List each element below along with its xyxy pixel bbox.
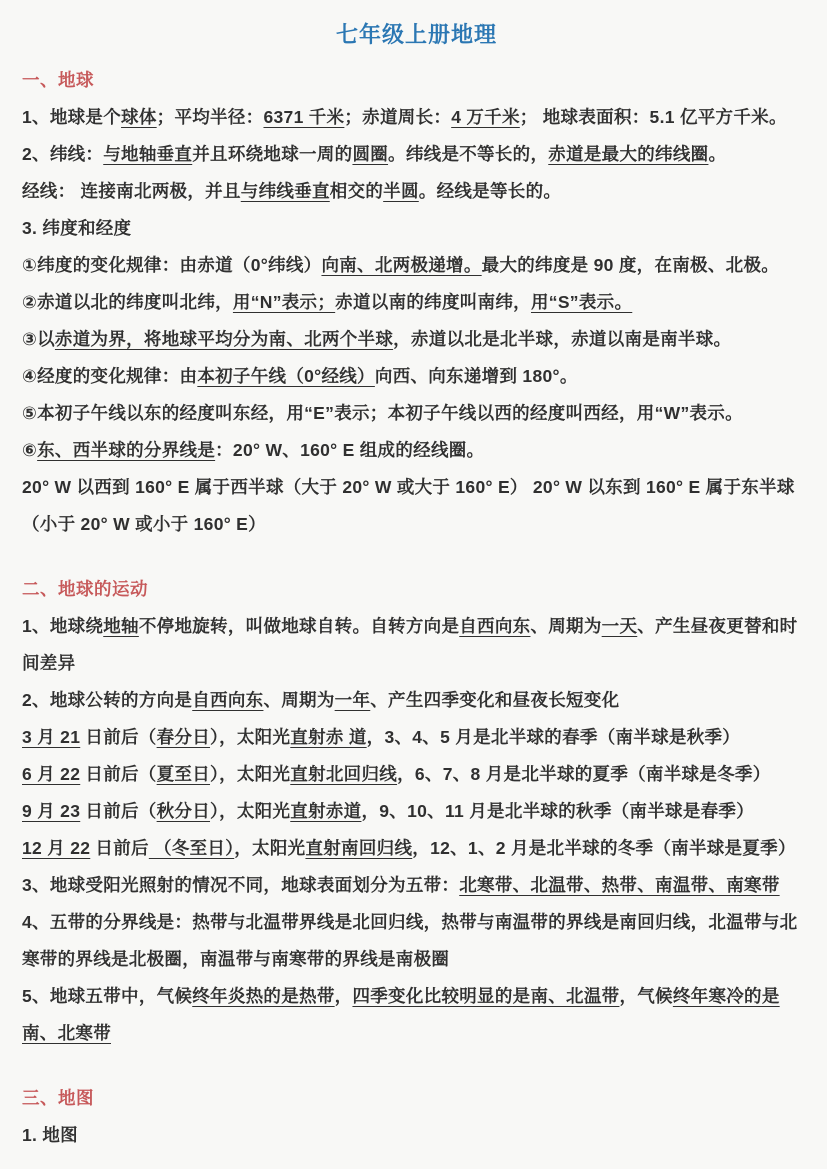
section-heading: 二、地球的运动	[22, 579, 148, 599]
paragraph-line	[22, 173, 811, 210]
paragraph-line	[22, 793, 811, 830]
text-segment: ③以	[22, 329, 55, 349]
text-segment: ，3、4、5 月是北半球的春季（南半球是秋季）	[366, 727, 741, 747]
text-segment: ；赤道周长：	[344, 107, 452, 127]
paragraph-line	[22, 247, 811, 284]
text-segment: 最大的纬度是 90 度，在南极、北极。	[481, 255, 780, 275]
text-segment: ，6、7、8 月是北半球的夏季（南半球是冬季）	[397, 764, 771, 784]
text-segment: 、周期为	[530, 616, 602, 636]
section-heading: 一、地球	[22, 70, 94, 90]
text-segment: ⑤本初子午线以东的经度叫东经，用“E”表示；本初子午线以西的经度叫西经，用“W”表示。	[22, 403, 743, 423]
section-heading: 三、地图	[22, 1088, 94, 1108]
underlined-text: 自西向东	[192, 690, 264, 710]
underlined-text: 直射赤道	[290, 801, 362, 821]
underlined-text: （冬至日）	[148, 838, 235, 858]
paragraph-line	[22, 210, 811, 247]
underlined-text: 东、西半球的分界线是	[37, 440, 216, 460]
paragraph-line	[22, 682, 811, 719]
paragraph-line	[22, 904, 811, 978]
text-segment: ），太阳光	[210, 727, 291, 747]
underlined-text: 6371 千米	[263, 107, 345, 127]
paragraph-line	[22, 395, 811, 432]
paragraph-line	[22, 284, 811, 321]
underlined-text: 本初子午线（0°经线）	[197, 366, 375, 386]
paragraph-line	[22, 469, 811, 543]
paragraph-line	[22, 830, 811, 867]
underlined-text: 3 月 21	[22, 727, 81, 747]
underlined-text: 直射赤 道	[290, 727, 367, 747]
text-segment: 相交的	[329, 181, 384, 201]
underlined-text: 赤道为界，将地球平均分为南、北两个半球	[54, 329, 394, 349]
underlined-text: 4 万千米	[451, 107, 520, 127]
underlined-text: 自西向东	[459, 616, 531, 636]
text-segment: ，太阳光	[234, 838, 306, 858]
text-segment: ②赤道以北的纬度叫北纬，	[22, 292, 233, 312]
paragraph-line	[22, 99, 811, 136]
underlined-text: 半圆	[383, 181, 419, 201]
text-segment: 3. 纬度和经度	[22, 218, 132, 238]
text-segment: ：20° W、160° E 组成的经线圈。	[215, 440, 485, 460]
paragraph-line	[22, 756, 811, 793]
underlined-text: 终年炎热的是热带	[192, 986, 335, 1006]
underlined-text: 终年寒冷的是南、北寒带	[22, 986, 780, 1043]
underlined-text: 北寒带、北温带、热带、南温带、南寒带	[459, 875, 780, 895]
underlined-text: 与纬线垂直	[240, 181, 330, 201]
paragraph-line	[22, 432, 811, 469]
underlined-text: 用“N”表示；	[232, 292, 336, 312]
paragraph-line	[22, 719, 811, 756]
underlined-text: 四季变化比较明显的是南、北温带	[352, 986, 620, 1006]
underlined-text: 6 月 22	[22, 764, 81, 784]
text-segment: 日前后（	[80, 764, 157, 784]
paragraph-line	[22, 136, 811, 173]
document-title: 七年级上册地理	[335, 22, 497, 47]
underlined-text: 春分日	[156, 727, 211, 747]
text-segment: 20° W 以西到 160° E 属于西半球（大于 20° W 或大于 160° E） 20° W 以东到 160° E 属于东半球（小于 20° W 或小于 160° E）	[22, 477, 795, 534]
underlined-text: 球体	[121, 107, 157, 127]
text-segment: ），太阳光	[210, 764, 291, 784]
text-segment: 、周期为	[263, 690, 335, 710]
underlined-text: 赤道是最大的纬线圈	[548, 144, 709, 164]
paragraph-line	[22, 867, 811, 904]
text-segment: ，赤道以北是北半球，赤道以南是南半球。	[393, 329, 732, 349]
text-segment: 1. 地图	[22, 1125, 78, 1145]
text-segment: 3、地球受阳光照射的情况不同，地球表面划分为五带：	[22, 875, 460, 895]
underlined-text: 用“S”表示。	[530, 292, 633, 312]
underlined-text: 向南、北两极递增。	[321, 255, 482, 275]
text-segment: 经线： 连接南北两极，并且	[22, 181, 241, 201]
text-segment: ①纬度的变化规律：由赤道（0°纬线）	[22, 255, 322, 275]
paragraph-line	[22, 978, 811, 1052]
text-segment: 2、纬线：	[22, 144, 104, 164]
text-segment: ；平均半径：	[156, 107, 264, 127]
text-segment: ，12、1、2 月是北半球的冬季（南半球是夏季）	[412, 838, 796, 858]
text-segment: 4、五带的分界线是：热带与北温带界线是北回归线，热带与南温带的界线是南回归线，北温带与北寒带的界线是北极圈，南温带与南寒带的界线是南极圈	[22, 912, 798, 969]
paragraph-line	[22, 1117, 811, 1154]
paragraph-line	[22, 321, 811, 358]
underlined-text: 9 月 23	[22, 801, 81, 821]
text-segment: ④经度的变化规律：由	[22, 366, 198, 386]
underlined-text: 地轴	[103, 616, 139, 636]
text-segment: ⑥	[22, 440, 38, 460]
underlined-text: 与地轴垂直	[103, 144, 193, 164]
text-segment: ； 地球表面积：5.1 亿平方千米。	[519, 107, 787, 127]
section	[22, 62, 811, 543]
text-segment: 5、地球五带中，气候	[22, 986, 193, 1006]
text-segment: 日前后	[90, 838, 149, 858]
text-segment: ），太阳光	[210, 801, 291, 821]
underlined-text: 直射北回归线	[290, 764, 398, 784]
text-segment: 、产生昼夜更替和时间差异	[22, 616, 798, 673]
underlined-text: 12 月 22	[22, 838, 91, 858]
underlined-text: 直射南回归线	[305, 838, 413, 858]
underlined-text: 秋分日	[156, 801, 211, 821]
text-segment: 不停地旋转，叫做地球自转。自转方向是	[138, 616, 460, 636]
text-segment: 、产生四季变化和昼夜长短变化	[370, 690, 620, 710]
text-segment: 2、地球公转的方向是	[22, 690, 193, 710]
underlined-text: 一天	[601, 616, 638, 636]
paragraph-line	[22, 608, 811, 682]
text-segment: 1、地球绕	[22, 616, 104, 636]
underlined-text: 圆圈	[352, 144, 389, 164]
text-segment: 向西、向东递增到 180°。	[374, 366, 578, 386]
text-segment: 。经线是等长的。	[418, 181, 562, 201]
text-segment: ，9、10、11 月是北半球的秋季（南半球是春季）	[361, 801, 755, 821]
sections-container	[22, 62, 811, 1154]
text-segment: 。	[708, 144, 727, 164]
text-segment: ，气候	[619, 986, 673, 1006]
text-segment: 。纬线是不等长的，	[388, 144, 549, 164]
text-segment: ，	[334, 986, 353, 1006]
text-segment: 日前后（	[80, 801, 157, 821]
section	[22, 1080, 811, 1154]
text-segment: 赤道以南的纬度叫南纬，	[335, 292, 531, 312]
underlined-text: 夏至日	[156, 764, 211, 784]
paragraph-line	[22, 358, 811, 395]
text-segment: 日前后（	[80, 727, 157, 747]
section	[22, 571, 811, 1052]
text-segment: 1、地球是个	[22, 107, 122, 127]
text-segment: 并且环绕地球一周的	[192, 144, 353, 164]
underlined-text: 一年	[334, 690, 371, 710]
